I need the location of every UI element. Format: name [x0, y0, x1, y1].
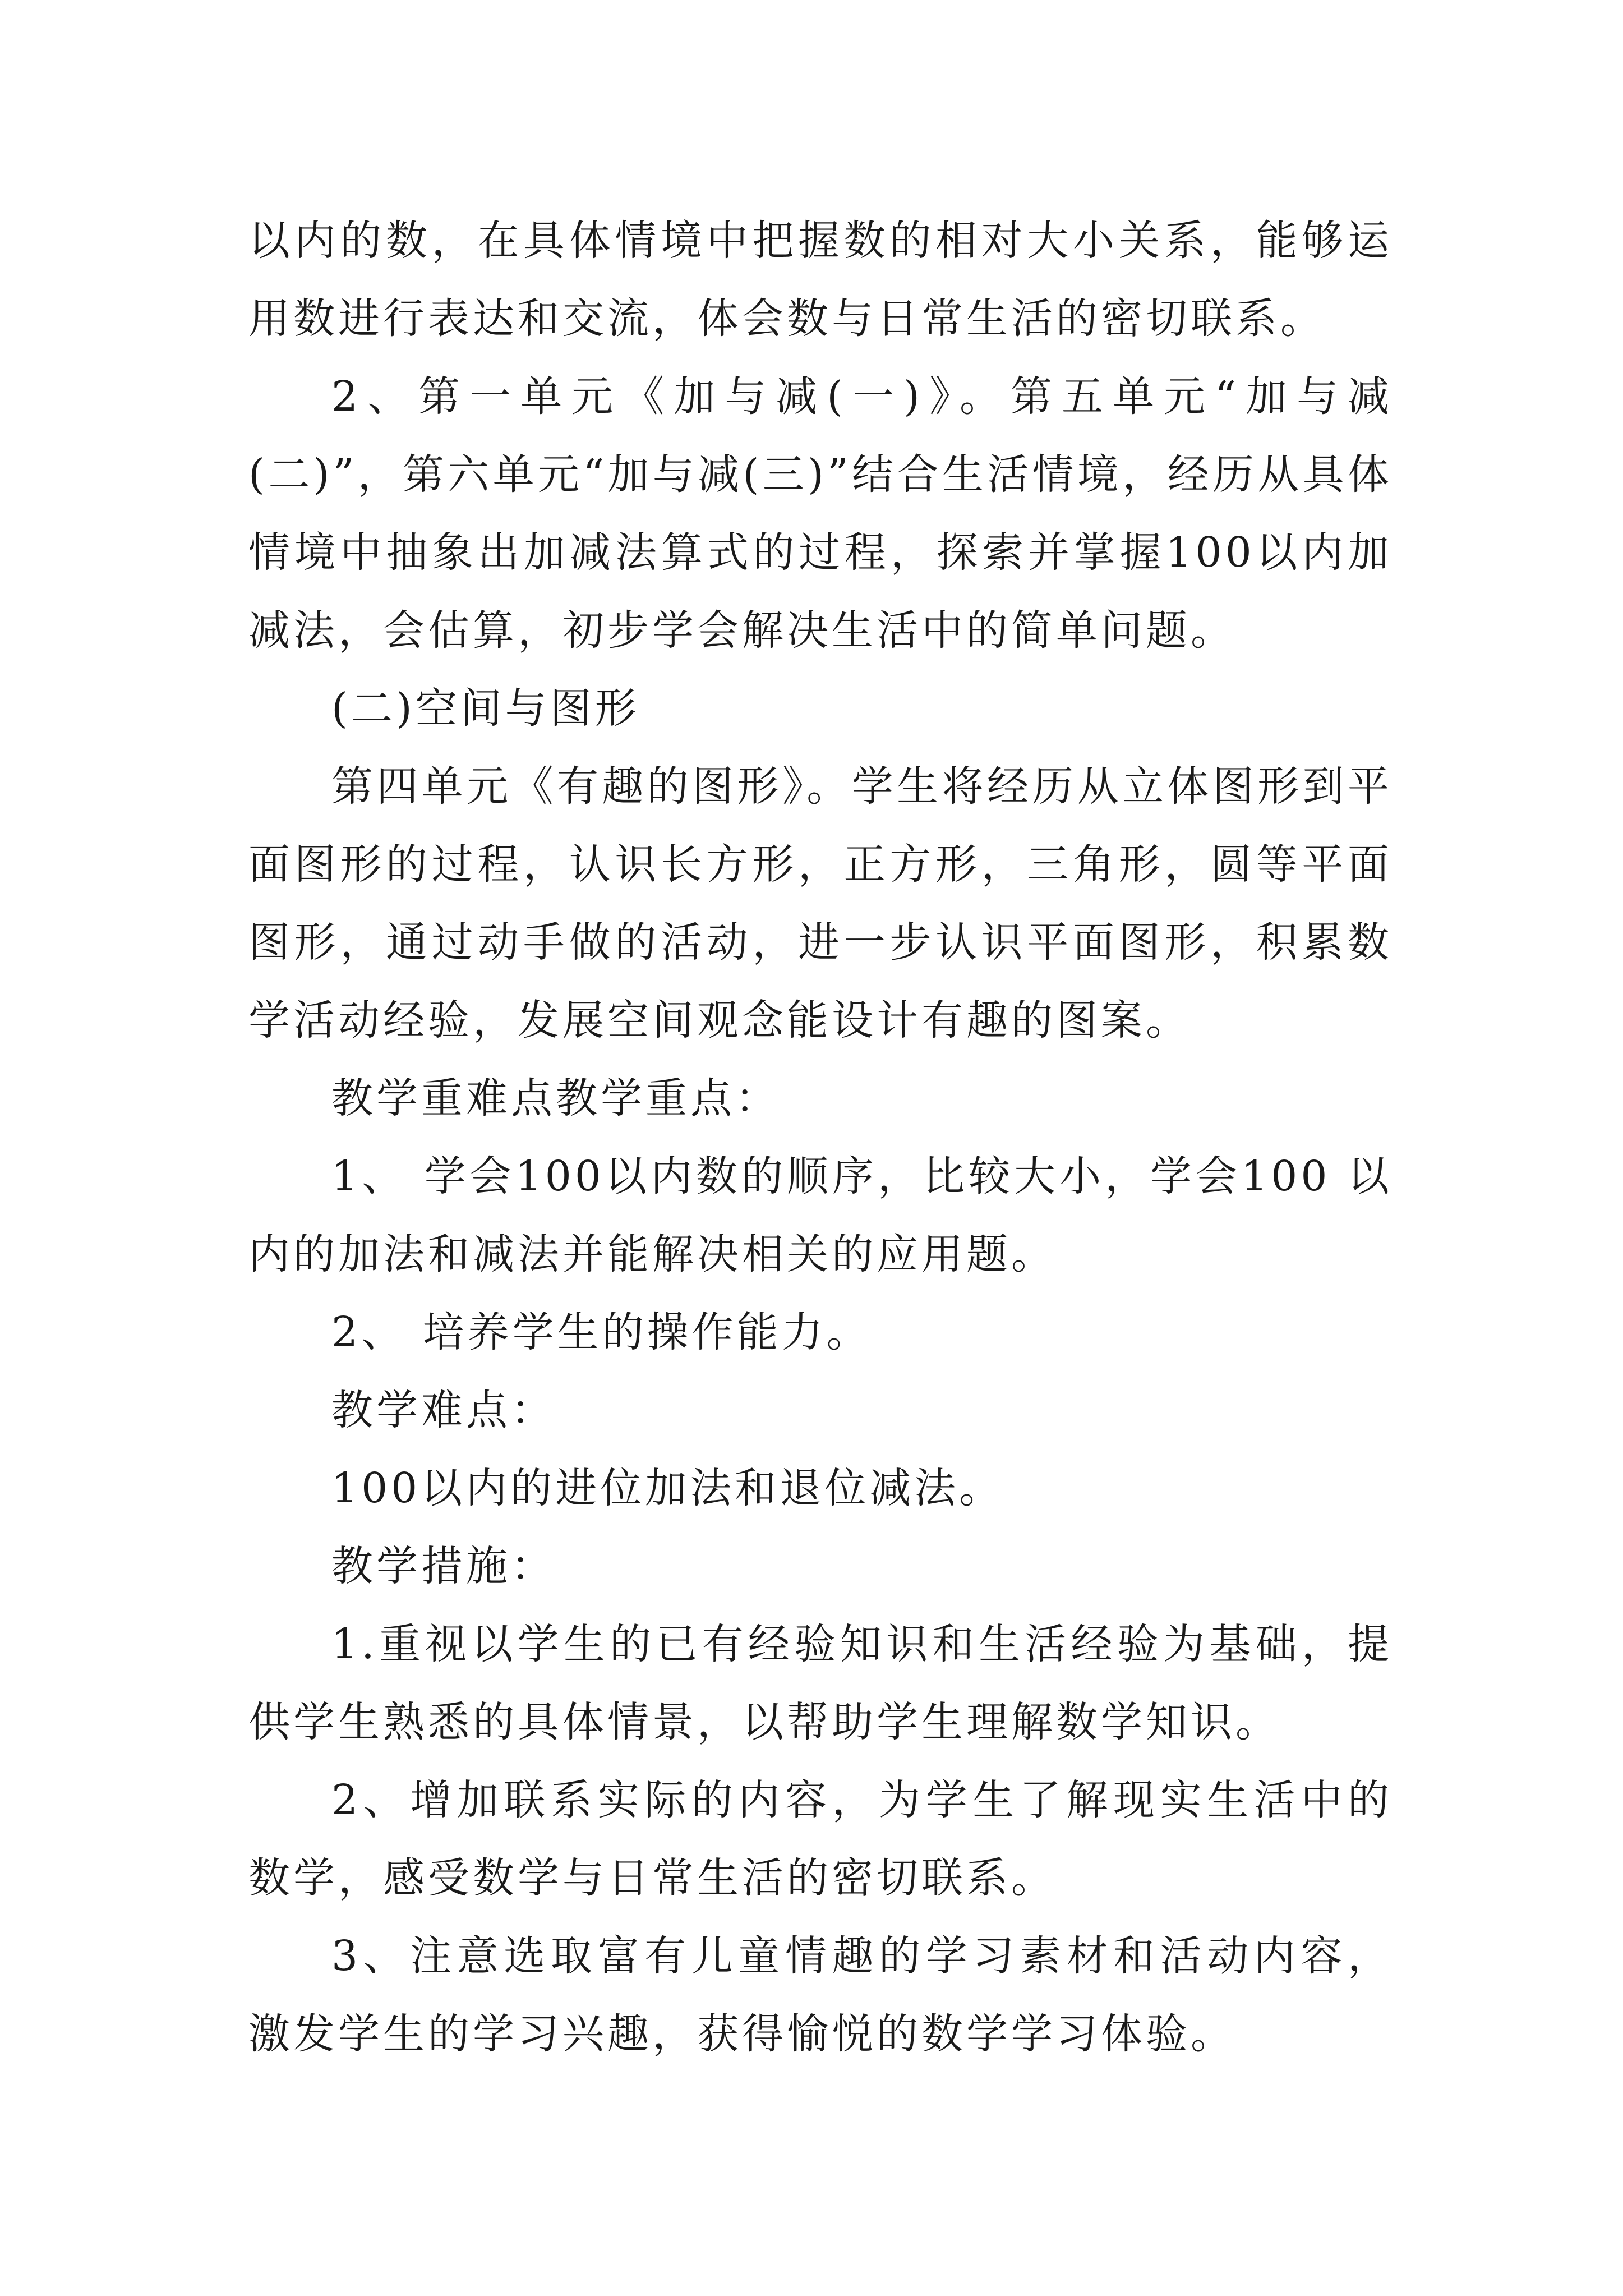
key-point-1: 1、 学会100以内数的顺序，比较大小，学会100 以内的加法和减法并能解决相关的应用题。: [248, 1152, 1393, 1278]
key-point-2: 2、 培养学生的操作能力。: [331, 1308, 872, 1356]
paragraph-interesting-shapes-unit: 第四单元《有趣的图形》。学生将经历从立体图形到平面图形的过程，认识长方形，正方形，三角形，圆等平面图形，通过动手做的活动，进一步认识平面图形，积累数学活动经验，发展空间观念能设计有趣的图案。: [248, 762, 1393, 1045]
measure-3: 3、注意选取富有儿童情趣的学习素材和活动内容，激发学生的学习兴趣，获得愉悦的数学学习体验。: [248, 1932, 1393, 2058]
paragraph-addition-subtraction-units: 2、第一单元《加与减(一)》。第五单元“加与减(二)”，第六单元“加与减(三)”结合生活情境，经历从具体情境中抽象出加减法算式的过程，探索并掌握100以内加减法，会估算，初步学会解决生活中的简单问题。: [248, 372, 1393, 655]
difficulty-item: 100以内的进位加法和退位减法。: [331, 1464, 1004, 1512]
measure-1: 1.重视以学生的已有经验知识和生活经验为基础，提供学生熟悉的具体情景，以帮助学生理解数学知识。: [248, 1620, 1393, 1746]
document-body: [248, 202, 1393, 2073]
heading-difficulties: 教学难点：: [331, 1386, 556, 1434]
heading-key-points: 教学重难点教学重点：: [331, 1074, 780, 1122]
heading-teaching-measures: 教学措施：: [331, 1542, 556, 1590]
paragraph-continuation: 以内的数，在具体情境中把握数的相对大小关系，能够运用数进行表达和交流，体会数与日常生活的密切联系。: [248, 217, 1393, 343]
section-heading-space-and-shapes: (二)空间与图形: [331, 684, 640, 733]
measure-2: 2、增加联系实际的内容，为学生了解现实生活中的数学，感受数学与日常生活的密切联系。: [248, 1776, 1393, 1902]
